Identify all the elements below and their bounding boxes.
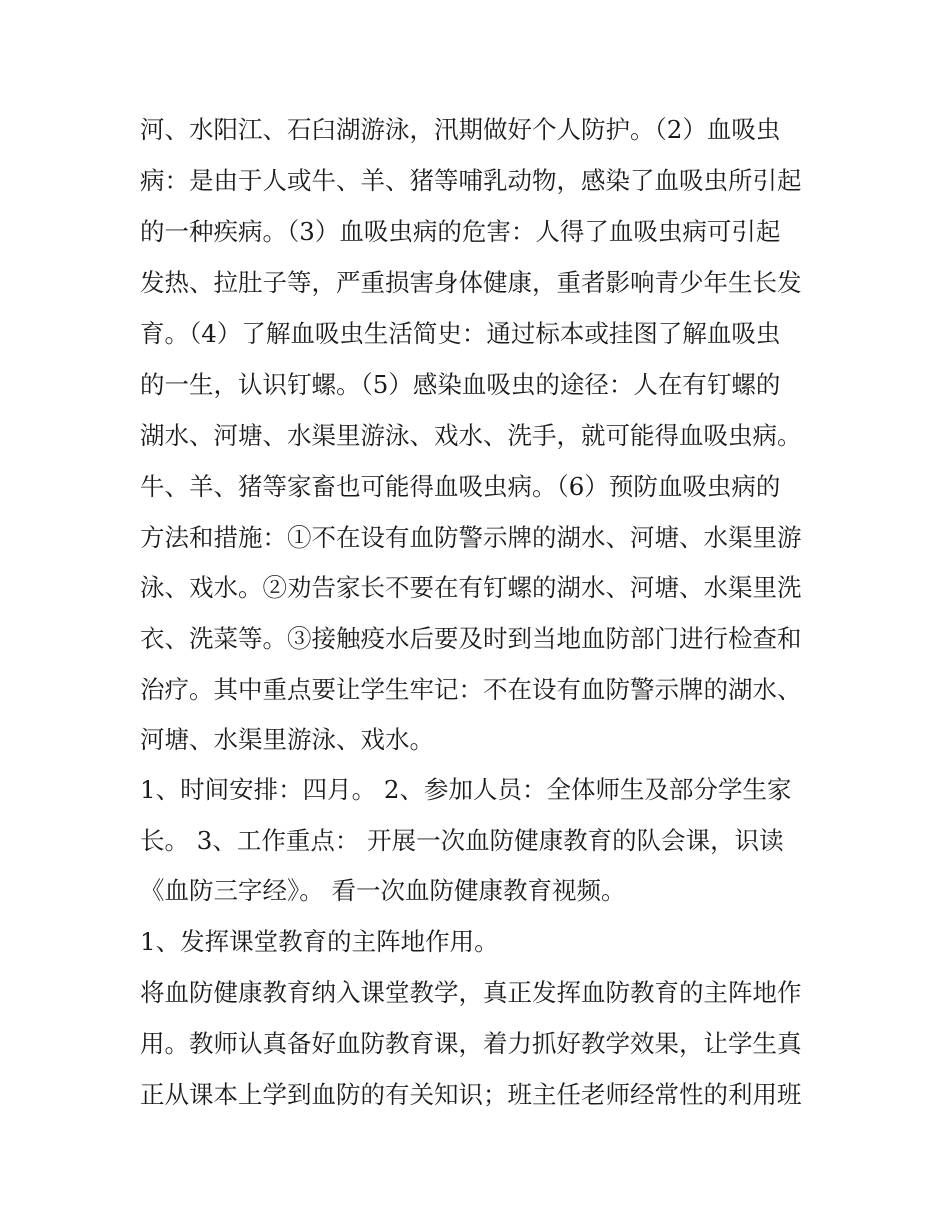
text-line: 《血防三字经》。 看一次血防健康教育视频。 (140, 876, 626, 905)
text-line: 用。教师认真备好血防教育课，着力抓好教学效果，让学生真 (140, 1029, 802, 1058)
text-line: 河、水阳江、石臼湖游泳，汛期做好个人防护。（2）血吸虫 (140, 115, 781, 144)
text-line: 治疗。其中重点要让学生牢记：不在设有血防警示牌的湖水、 (140, 675, 802, 704)
text-line: 牛、羊、猪等家畜也可能得血吸虫病。（6）预防血吸虫病的 (140, 472, 781, 501)
text-line: 的一种疾病。（3）血吸虫病的危害：人得了血吸虫病可引起 (140, 217, 781, 246)
text-line: 衣、洗菜等。③接触疫水后要及时到当地血防部门进行检查和 (140, 624, 802, 653)
text-line: 方法和措施：①不在设有血防警示牌的湖水、河塘、水渠里游 (140, 523, 802, 552)
text-line: 将血防健康教育纳入课堂教学，真正发挥血防教育的主阵地作 (140, 978, 802, 1007)
text-line: 1、时间安排：四月。 2、参加人员：全体师生及部分学生家 (140, 775, 792, 804)
text-line: 河塘、水渠里游泳、戏水。 (140, 725, 434, 754)
text-line: 泳、戏水。②劝告家长不要在有钉螺的湖水、河塘、水渠里洗 (140, 573, 802, 602)
text-line: 1、发挥课堂教育的主阵地作用。 (140, 927, 499, 956)
text-line: 病：是由于人或牛、羊、猪等哺乳动物，感染了血吸虫所引起 (140, 166, 802, 195)
text-line: 育。（4）了解血吸虫生活简史：通过标本或挂图了解血吸虫 (140, 319, 781, 348)
text-line: 长。 3、工作重点： 开展一次血防健康教育的队会课，识读 (140, 826, 784, 855)
text-line: 的一生，认识钉螺。（5）感染血吸虫的途径：人在有钉螺的 (140, 370, 781, 399)
text-line: 湖水、河塘、水渠里游泳、戏水、洗手，就可能得血吸虫病。 (140, 421, 802, 450)
text-line: 发热、拉肚子等，严重损害身体健康，重者影响青少年生长发 (140, 268, 802, 297)
text-line: 正从课本上学到血防的有关知识；班主任老师经常性的利用班 (140, 1080, 802, 1109)
